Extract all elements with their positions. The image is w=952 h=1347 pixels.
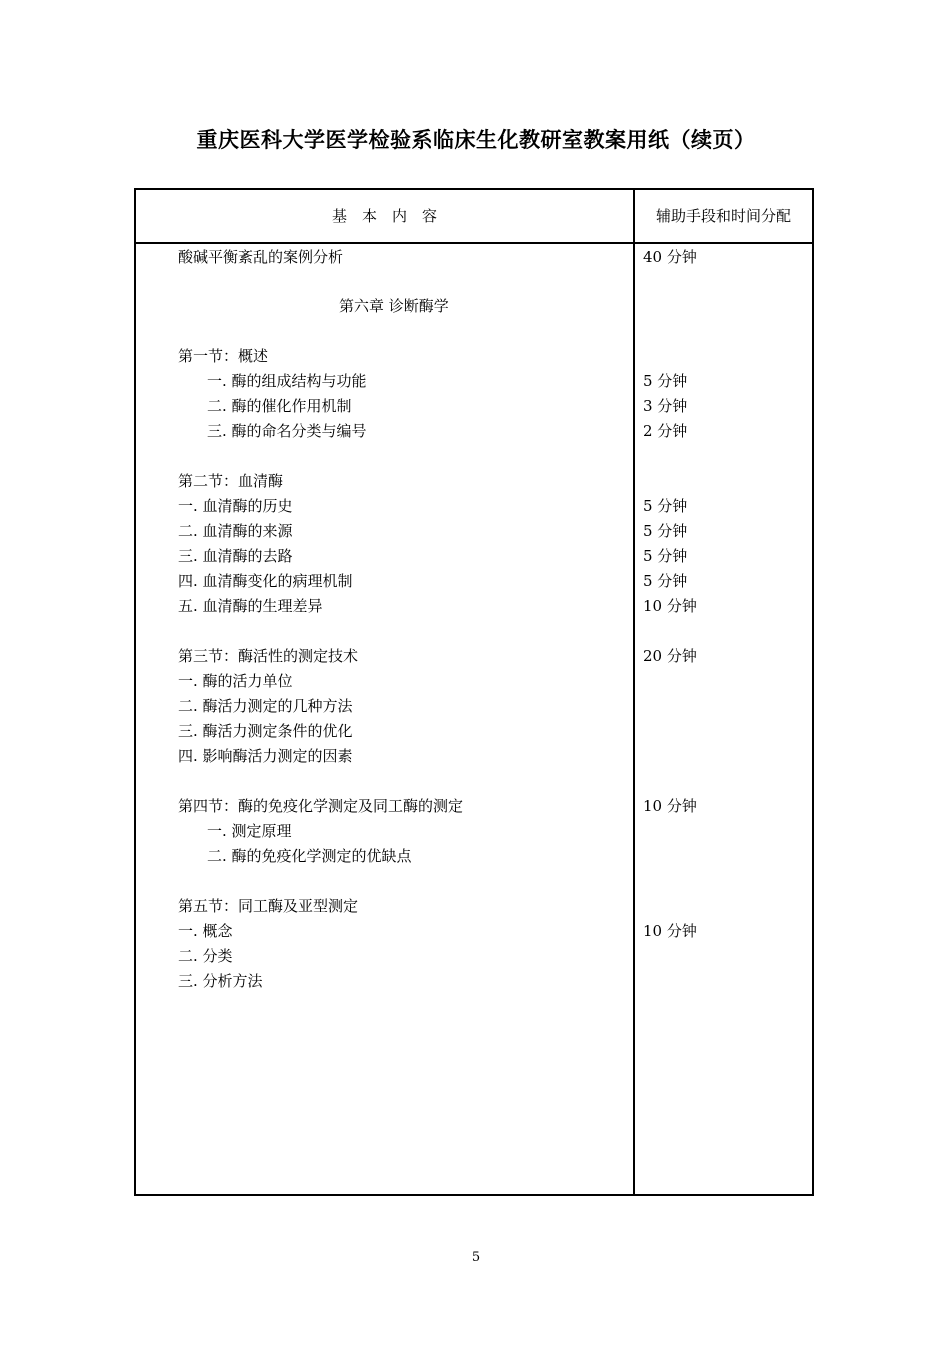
lesson-plan-table	[134, 188, 814, 1196]
row-text: 一. 概念	[178, 922, 233, 940]
row-text: 一. 酶的组成结构与功能	[207, 372, 367, 390]
row-text: 一. 测定原理	[207, 822, 292, 840]
row-text: 二. 分类	[178, 947, 233, 965]
section-heading: 第五节：同工酶及亚型测定	[178, 897, 359, 915]
row-text: 三. 酶的命名分类与编号	[207, 422, 367, 440]
row-text: 二. 血清酶的来源	[178, 522, 293, 540]
row-time: 5 分钟	[643, 572, 688, 590]
row-time: 5 分钟	[643, 522, 688, 540]
row-text: 三. 分析方法	[178, 972, 263, 990]
row-text: 二. 酶的免疫化学测定的优缺点	[207, 847, 412, 865]
chapter-heading: 第六章 诊断酶学	[339, 297, 449, 315]
row-text: 三. 血清酶的去路	[178, 547, 293, 565]
row-time: 40 分钟	[643, 248, 697, 266]
row-text: 四. 血清酶变化的病理机制	[178, 572, 353, 590]
header-time: 辅助手段和时间分配	[655, 207, 791, 225]
row-time: 10 分钟	[643, 922, 697, 940]
section-heading: 第二节：血清酶	[178, 472, 284, 490]
section-heading: 第四节：酶的免疫化学测定及同工酶的测定	[178, 797, 464, 815]
row-text: 酸碱平衡紊乱的案例分析	[178, 248, 344, 266]
row-text: 四. 影响酶活力测定的因素	[178, 747, 353, 765]
row-text: 一. 血清酶的历史	[178, 497, 293, 515]
page-number: 5	[471, 1250, 481, 1265]
row-time: 3 分钟	[643, 397, 688, 415]
header-content: 基 本 内 容	[331, 207, 437, 225]
row-time: 5 分钟	[643, 372, 688, 390]
section-heading: 第一节：概述	[178, 347, 269, 365]
row-time: 10 分钟	[643, 797, 697, 815]
row-text: 二. 酶的催化作用机制	[207, 397, 352, 415]
row-text: 三. 酶活力测定条件的优化	[178, 722, 353, 740]
row-text: 一. 酶的活力单位	[178, 672, 293, 690]
page-title: 重庆医科大学医学检验系临床生化教研室教案用纸（续页）	[196, 128, 756, 152]
header-divider	[136, 242, 812, 244]
section-heading: 第三节：酶活性的测定技术	[178, 647, 359, 665]
row-time: 10 分钟	[643, 597, 697, 615]
column-divider	[633, 190, 635, 1194]
row-time: 5 分钟	[643, 547, 688, 565]
row-text: 五. 血清酶的生理差异	[178, 597, 323, 615]
row-text: 二. 酶活力测定的几种方法	[178, 697, 353, 715]
row-time: 20 分钟	[643, 647, 697, 665]
row-time: 5 分钟	[643, 497, 688, 515]
row-time: 2 分钟	[643, 422, 688, 440]
